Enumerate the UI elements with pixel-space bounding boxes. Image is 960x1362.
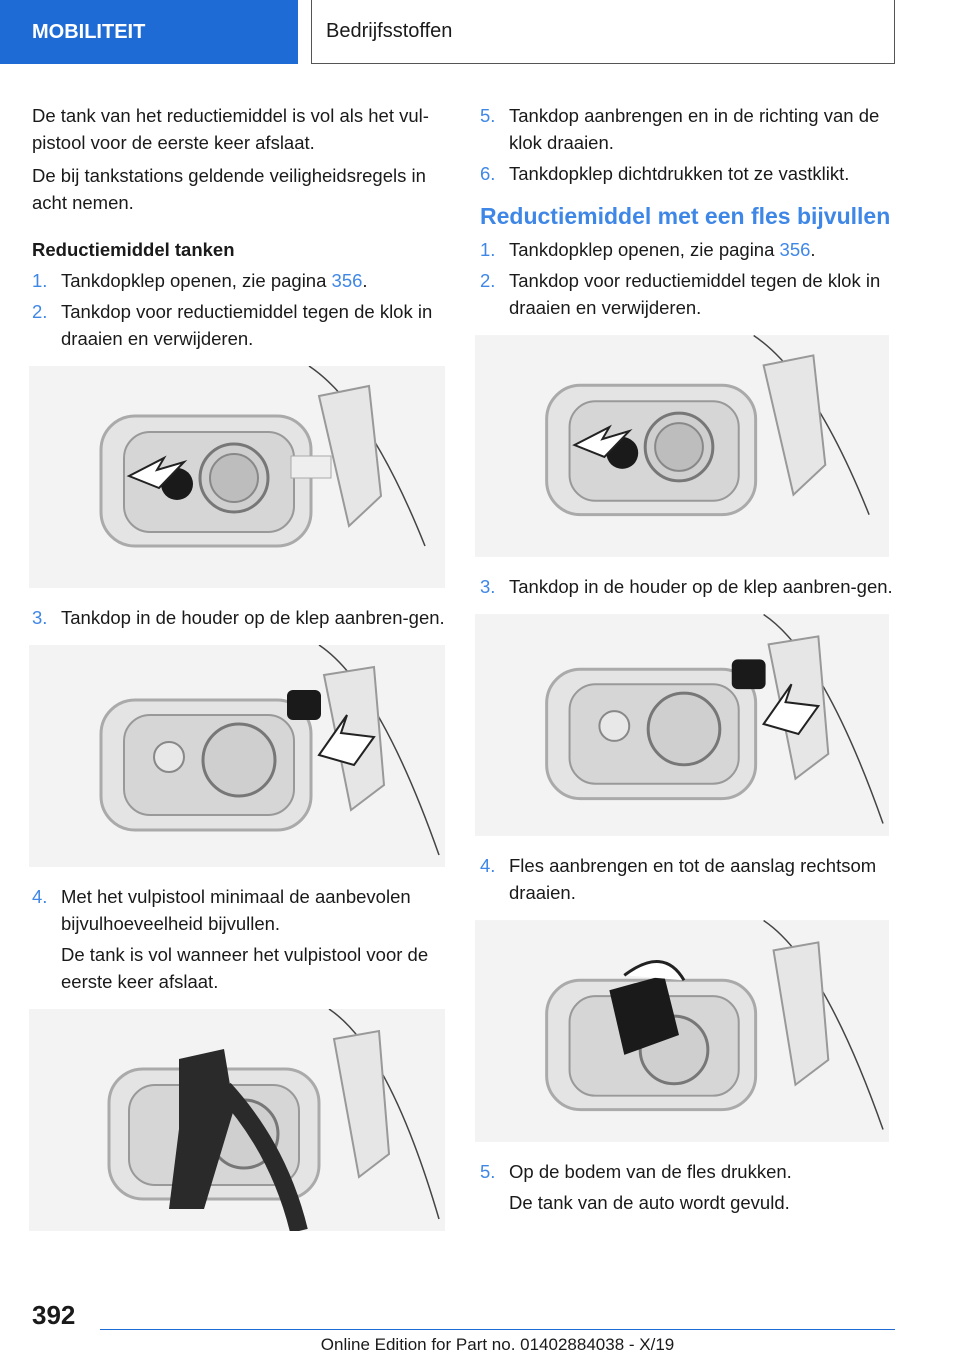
fuel-flap-nozzle-image: [29, 1009, 445, 1231]
step-item: [32, 267, 448, 294]
step-item: [480, 1158, 894, 1185]
step-text: Tankdopklep openen, zie pagina 356.: [509, 239, 816, 260]
page-link[interactable]: 356: [331, 270, 363, 291]
step-note: De tank van de auto wordt gevuld.: [509, 1192, 790, 1213]
step-text: Tankdop in de houder op de klep aanbren-gen.: [61, 607, 445, 628]
step-text: Op de bodem van de fles drukken.: [509, 1161, 792, 1182]
section-tab: MOBILITEIT: [0, 0, 298, 64]
step-text: Met het vulpistool minimaal de aanbevolen bijvulhoeveelheid bijvullen.: [61, 886, 411, 934]
step-number: 6.: [480, 163, 496, 184]
step-number: 2.: [32, 301, 48, 322]
step-text: Tankdopklep dichtdrukken tot ze vastklikt.: [509, 163, 850, 184]
right-column: [480, 102, 894, 1216]
step-number: 1.: [32, 270, 48, 291]
fuel-flap-cap-holder-image: [29, 645, 445, 867]
step-number: 5.: [480, 1161, 496, 1182]
step-text: Tankdop voor reductiemiddel tegen de klok in draaien en verwijderen.: [509, 270, 881, 318]
illustration-cap-holder: [29, 645, 445, 867]
fuel-flap-bottle-image: [475, 920, 889, 1142]
step-item: [32, 298, 448, 352]
fuel-flap-remove-cap-image: [475, 335, 889, 557]
illustration-remove-cap: [475, 335, 889, 557]
step-item: [32, 883, 448, 937]
intro-paragraph: De tank van het reductiemiddel is vol als het vul-pistool voor de eerste keer afslaat.: [32, 105, 429, 153]
section-heading: Reductiemiddel met een fles bijvullen: [480, 203, 891, 229]
illustration-remove-cap: [29, 366, 445, 588]
step-item: [32, 604, 448, 631]
step-item: [480, 160, 894, 187]
step-number: 2.: [480, 270, 496, 291]
illustration-bottle: [475, 920, 889, 1142]
step-text: Tankdop aanbrengen en in de richting van de klok draaien.: [509, 105, 880, 153]
step-item: [480, 573, 894, 600]
step-number: 4.: [32, 886, 48, 907]
fuel-flap-remove-cap-image: [29, 366, 445, 588]
step-number: 3.: [32, 607, 48, 628]
page-number: 392: [32, 1300, 76, 1330]
step-item: [480, 102, 894, 156]
step-item: [480, 236, 894, 263]
step-item: [480, 267, 894, 321]
subheading: Reductiemiddel tanken: [32, 239, 235, 260]
step-note: De tank is vol wanneer het vulpistool voor de eerste keer afslaat.: [61, 944, 429, 992]
illustration-cap-holder: [475, 614, 889, 836]
step-number: 4.: [480, 855, 496, 876]
illustration-nozzle: [29, 1009, 445, 1231]
page-link[interactable]: 356: [779, 239, 811, 260]
step-item: [480, 852, 894, 906]
step-text: Fles aanbrengen en tot de aanslag rechtsom draaien.: [509, 855, 877, 903]
step-number: 3.: [480, 576, 496, 597]
footer-edition: Online Edition for Part no. 01402884038 - X/19: [320, 1335, 675, 1354]
footer-divider: [100, 1329, 895, 1330]
step-text: Tankdopklep openen, zie pagina 356.: [61, 270, 368, 291]
step-text: Tankdop voor reductiemiddel tegen de klok in draaien en verwijderen.: [61, 301, 433, 349]
left-column: [32, 102, 448, 1247]
intro-paragraph: De bij tankstations geldende veiligheidsregels in acht nemen.: [32, 165, 426, 213]
chapter-title: Bedrijfsstoffen: [311, 0, 895, 64]
step-number: 5.: [480, 105, 496, 126]
step-number: 1.: [480, 239, 496, 260]
fuel-flap-cap-holder-image: [475, 614, 889, 836]
step-text: Tankdop in de houder op de klep aanbren-gen.: [509, 576, 893, 597]
